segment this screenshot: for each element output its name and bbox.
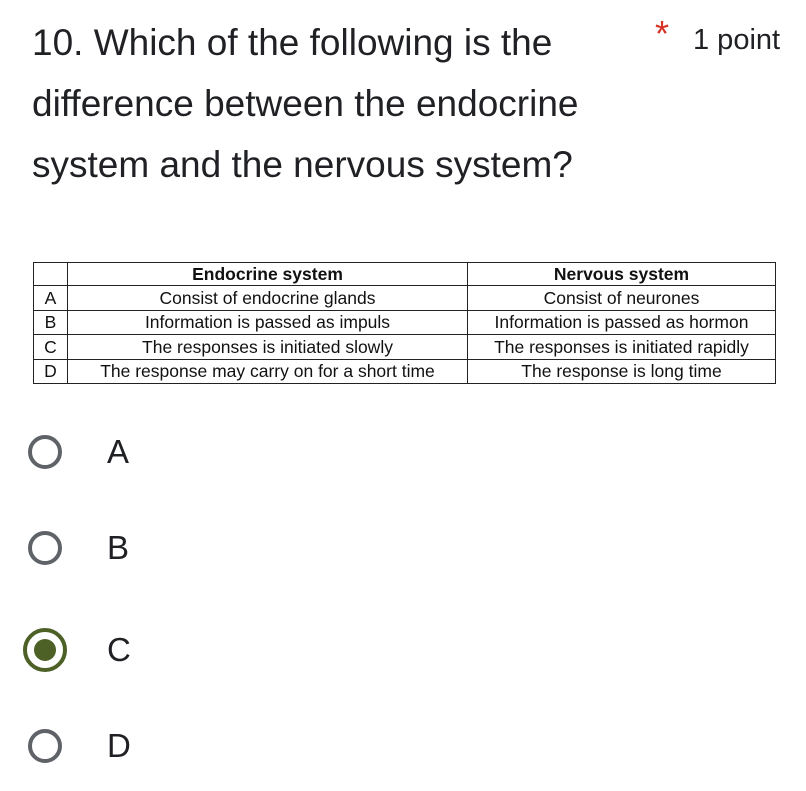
- table-row: [34, 310, 776, 335]
- option-c[interactable]: [28, 626, 131, 674]
- row-endocrine: The responses is initiated slowly: [68, 335, 468, 360]
- table-header-endocrine: Endocrine system: [68, 263, 468, 286]
- table-header-nervous: Nervous system: [468, 263, 776, 286]
- points-label: 1 point: [693, 24, 781, 56]
- row-endocrine: Information is passed as impuls: [68, 310, 468, 335]
- option-b[interactable]: [28, 524, 129, 572]
- option-a[interactable]: [28, 428, 129, 476]
- row-nervous: The responses is initiated rapidly: [468, 335, 776, 360]
- radio-unchecked-icon[interactable]: [28, 531, 62, 565]
- comparison-table-image: [33, 262, 775, 384]
- row-endocrine: The response may carry on for a short time: [68, 359, 468, 384]
- question-title: 10. Which of the following is the difference between the endocrine system and the nervous system?: [32, 22, 579, 185]
- row-letter: A: [34, 286, 68, 311]
- radio-unchecked-icon[interactable]: [28, 435, 62, 469]
- option-label: D: [107, 727, 131, 764]
- option-d[interactable]: [28, 722, 131, 770]
- row-nervous: The response is long time: [468, 359, 776, 384]
- row-nervous: Information is passed as hormon: [468, 310, 776, 335]
- radio-dot: [34, 639, 56, 661]
- option-label: B: [107, 529, 130, 566]
- required-marker: *: [655, 13, 670, 54]
- radio-unchecked-icon[interactable]: [28, 729, 62, 763]
- radio-checked-icon[interactable]: [23, 628, 67, 672]
- table-header-letter: [34, 263, 68, 286]
- option-label: C: [107, 631, 131, 668]
- row-letter: B: [34, 310, 68, 335]
- table-row: [34, 286, 776, 311]
- table-header-row: [34, 263, 776, 286]
- row-nervous: Consist of neurones: [468, 286, 776, 311]
- row-letter: D: [34, 359, 68, 384]
- row-endocrine: Consist of endocrine glands: [68, 286, 468, 311]
- table-row: [34, 359, 776, 384]
- comparison-table: [33, 262, 776, 384]
- option-label: A: [107, 433, 130, 470]
- table-row: [34, 335, 776, 360]
- row-letter: C: [34, 335, 68, 360]
